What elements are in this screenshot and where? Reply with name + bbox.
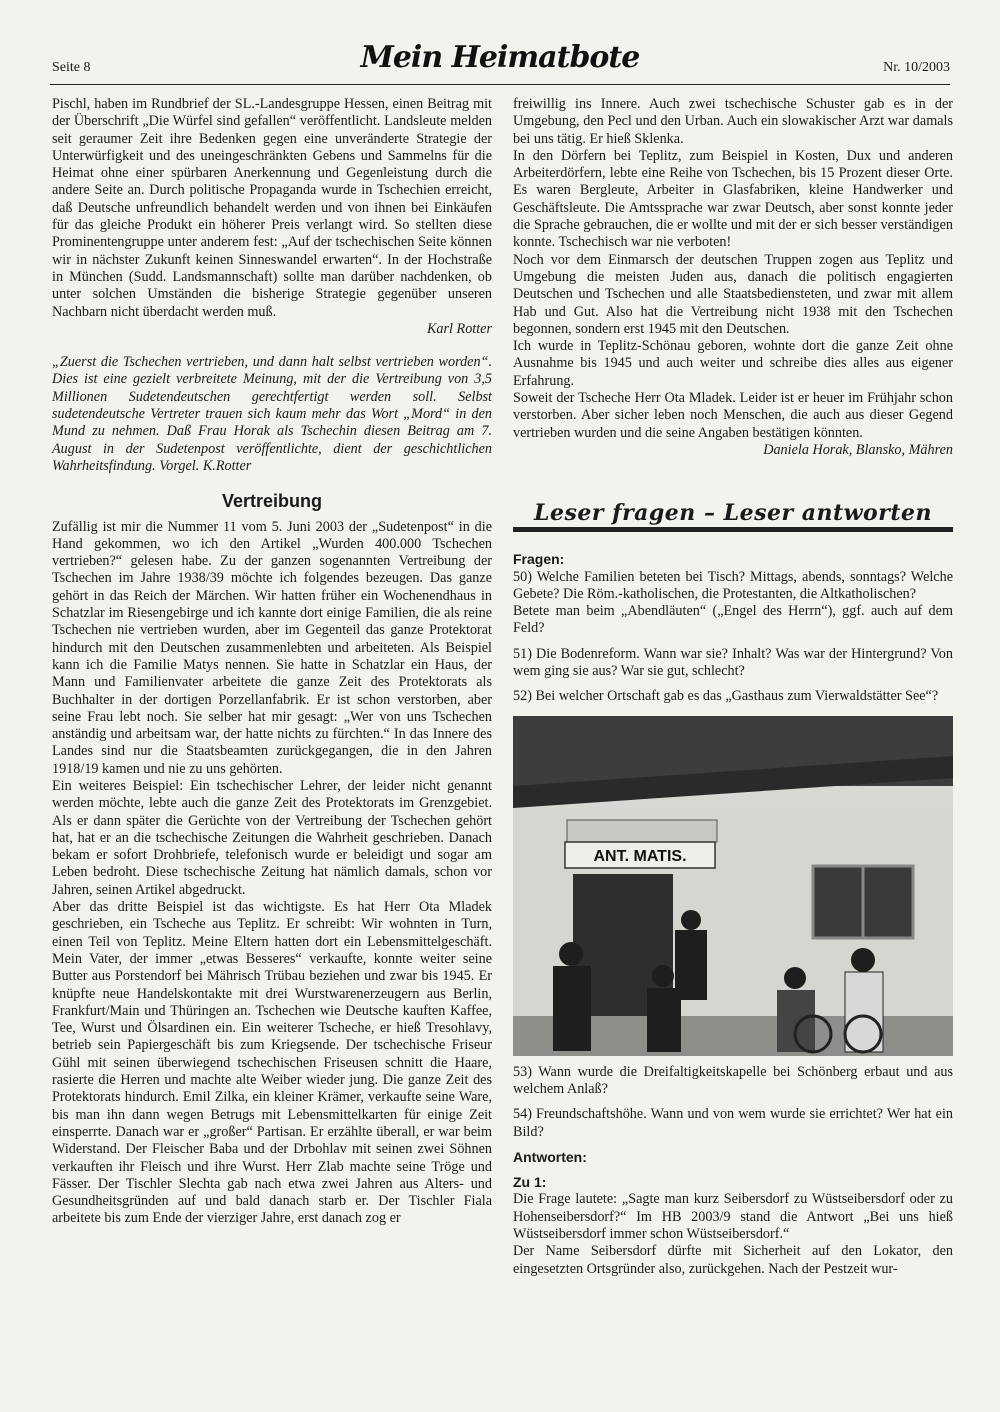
question-53: 53) Wann wurde die Dreifaltigkeitskapelle bei Schönberg erbaut und aus welchem Anlaß?: [513, 1063, 953, 1097]
header-rule: [50, 84, 950, 85]
editor-note: „Zuerst die Tschechen vertrieben, und dann halt selbst vertrieben worden“. Dies ist eine gezielt verbreitete Meinung, mit der die Vertreibung von 3,5 Millionen Sudetendeutschen gerechtfertigt werden soll. Selbst sudetendeutsche Vertreter trauen sich kaum mehr das Wort „Mord“ in den Mund zu nehmen. Daß Frau Horak als Tschechin diesen Beitrag am 7. August in der Sudetenpost veröffentlichte, dient der geschichtlichen Wahrheitsfindung. Vorgel. K.Rotter: [52, 354, 492, 474]
reader-questions-banner: [513, 500, 953, 539]
answer-1-continued: Der Name Seibersdorf dürfte mit Sicherheit auf den Lokator, den eingesetzten Ortsgründer also, zurückgehen. Nach der Pestzeit wur-: [513, 1243, 953, 1277]
answers-label: Antworten:: [513, 1148, 587, 1165]
issue-number: Nr. 10/2003: [883, 60, 950, 75]
author-signature: Daniela Horak, Blansko, Mähren: [763, 441, 953, 458]
right-column: [513, 96, 953, 1278]
left-column: [52, 96, 492, 1228]
page-header: [50, 40, 950, 80]
article-paragraph: Pischl, haben im Rundbrief der SL.-Landesgruppe Hessen, einen Beitrag mit der Überschrift „Die Würfel sind gefallen“ veröffentlicht. Landsleute melden seit geraumer Zeit ihre Bedenken gegen eine unveränderte Strategie der Unterwürfigkeit und des uneingeschränkten Gebens und Sammelns für die Heimat ohne einer spürbaren Anerkennung und Gegenleistung durch die andere Seite an. Durch politische Propaganda wurde in Tschechien erreicht, daß Deutsche unfreundlich behandelt werden und von ihnen bei Einkäufen für das gleiche Produkt ein höherer Preis verlangt wird. So stellten diese Prominentengruppe unter anderem fest: „Auf der tschechischen Seite können wir in nächster Zukunft keinen Sinneswandel erwarten“. In der Hochstraße in München (Sudd. Landsmannschaft) sollte man darüber nachdenken, ob unter solchen Umständen die bisherige Strategie gegenüber unseren Nachbarn nicht überdacht werden muß.: [52, 96, 492, 320]
question-50: 50) Welche Familien beteten bei Tisch? Mittags, abends, sonntags? Welche Gebete? Die Röm.-katholischen, die Protestanten, die Altkatholischen?: [513, 568, 953, 602]
question-52: 52) Bei welcher Ortschaft gab es das „Gasthaus zum Vierwaldstätter See“?: [513, 688, 939, 705]
banner-bar: [513, 527, 953, 532]
article-paragraph: Noch vor dem Einmarsch der deutschen Truppen zogen aus Teplitz und Umgebung die meisten Juden aus, danach die politisch engagierten Deutschen und Tschechen und alle Staatsbediensteten, und zwar mit allem Hab und Gut. Also hat die Vertreibung nicht 1938 mit den Tschechen begonnen, sondern erst 1945 mit den Deutschen.: [513, 251, 953, 337]
banner-title: Leser fragen – Leser antworten: [524, 500, 942, 526]
answer-1-text: Die Frage lautete: „Sagte man kurz Seibersdorf zu Wüstseibersdorf oder zu Hohenseibersdorf?“ Im HB 2003/9 stand die Antwort „Bei uns hieß Wüstseibersdorf immer schon Wüstseibersdorf.“: [513, 1191, 953, 1242]
article-paragraph: Zufällig ist mir die Nummer 11 vom 5. Juni 2003 der „Sudetenpost“ in die Hand gekommen, wo ich den Artikel „Wurden 400.000 Tschechen vertrieben?“ gelesen habe. Zu der ganzen sogenannten Vertreibung der Tschechen im Jahre 1938/39 möchte ich folgendes bezeugen. Das ganze gehört in das Reich der Märchen. Wir hatten früher ein Wochenendhaus in Schatzlar im Riesengebirge und ich kannte dort einige Familien, die als reine Tschechen nie vertrieben wurden, aber im Gegenteil das ganze Protektorat hindurch mit den Deutschen zusammenlebten und arbeiteten. Als Beispiel kann ich die Familie Matys nennen. Sie hatte in Schatzlar ein Haus, der Mann und Familienvater arbeitete die ganze Zeit des Protektorats als Buchhalter in der dortigen Porzellanfabrik. Er ist schon verstorben, aber seine Frau lebt noch. Sie selber hat mir gesagt: „Wer von uns Tschechen anständig und arbeitsam war, der hatte nichts zu fürchten.“ In das Innere des Landes sind nur die Staatsbeamten zurückgegangen, die in den Jahren 1918/19 kamen und nie zu uns gehörten.: [52, 518, 492, 777]
article-paragraph: freiwillig ins Innere. Auch zwei tschechische Schuster gab es in der Umgebung, den Pecl und den Urban. Auch ein slowakischer Arzt war damals bei uns tätig. Er hieß Sklenka.: [513, 96, 953, 147]
article-paragraph: Ein weiteres Beispiel: Ein tschechischer Lehrer, der leider nicht genannt werden möchte, lebte auch die ganze Zeit des Protektorats im Grenzgebiet. Als er dann später die Gerüchte von der Vertreibung der Tschechen gehört hat, hat er an die tschechische Zeitungen die Wahrheit geschrieben. Danach bekam er sofort Drohbriefe, telefonisch wurde er beleidigt und sogar am Leben bedroht. Diese tschechische Zeitung hat nämlich damals, schon vor Jahren, seinen Artikel abgedruckt.: [52, 777, 492, 898]
question-54: 54) Freundschaftshöhe. Wann und von wem wurde sie errichtet? Wer hat ein Bild?: [513, 1106, 953, 1140]
article-paragraph: In den Dörfern bei Teplitz, zum Beispiel in Kosten, Dux und anderen Arbeiterdörfern, lebte eine Reihe von Tschechen, bis 15 Prozent dieser Orte. Es waren Bergleute, Arbeiter in Glasfabriken, kleine Handwerker und Geschäftsleute. Die Amtssprache war zwar Deutsch, aber sonst konnte jeder die Sprache gebrauchen, die er wollte und mit der er sich besser verständigen konnte. Tschechisch war nie verboten!: [513, 147, 953, 251]
inn-sign-text: ANT. MATIS.: [593, 847, 687, 865]
answer-1-label: Zu 1:: [513, 1174, 547, 1191]
article-paragraph: Soweit der Tscheche Herr Ota Mladek. Leider ist er heuer im Frühjahr schon verstorben. Aber sicher leben noch Menschen, die auch aus dieser Gegend vertrieben wurden und die seine Angaben bestätigen könnten.: [513, 390, 953, 441]
article-paragraph: Aber das dritte Beispiel ist das wichtigste. Es hat Herr Ota Mladek geschrieben, ein Tscheche aus Teplitz. Er schreibt: Wir wohnten in Turn, einen Teil von Teplitz. Meine Eltern hatten dort ein Lebensmittelgeschäft. Mein Vater, der immer „etwas Besseres“ verkaufte, konnte weiter seine Butter aus Porstendorf bei Mährisch Trübau beziehen und zwar bis 1945. Er knüpfte neue Handelskontakte mit drei Wurstwarenerzeugern aus Berlin, Frankfurt/Main und Thüringen an. Tschechen wie Deutsche kauften Kaffee, Tee, Wurst und Ölsardinen ein. Ein weiterer Tscheche, er hieß Tresohlavy, betrieb sein Papiergeschäft bis zum Kriegsende. Der tschechische Friseur Gühl mit seinen überwiegend tschechischen Friseusen schnitt die Haare, rasierte die Herren und machte alte Weiber wieder jung. Die ganze Zeit des Protektorats hindurch. Emil Zilka, ein kleiner Krämer, verkaufte seine Ware, bis man ihn dann wegen Betrugs mit Lebensmittelkarten für einige Zeit einsperrte. Danach war er „großer“ Partisan. Er erzählte überall, er war beim Widerstand. Der Fleischer Baba und der Drbohlav mit seinen zwei Söhnen verkauften ihr Fleisch und ihre Wurst. Herr Zlab machte seine Tröge und Fässer. Der Tischler Slechta gab nach etwa zwei Jahren aus Alters- und Gesundheitsgründen auf und bald danach starb er. Der Tischler Fiala arbeitete bis zum Ende der vierziger Jahre, erst danach zog er: [52, 899, 492, 1227]
questions-label: Fragen:: [513, 551, 565, 568]
question-50-followup: Betete man beim „Abendläuten“ („Engel des Herrn“), ggf. auch auf dem Feld?: [513, 603, 953, 637]
article-paragraph: Ich wurde in Teplitz-Schönau geboren, wohnte dort die ganze Zeit ohne Ausnahme bis 1945 und auch weiter und schreibe dies alles aus eigener Erfahrung.: [513, 338, 953, 389]
historic-photo: [513, 716, 953, 1056]
page-number: Seite 8: [52, 60, 91, 75]
inn-photo-drawing: [513, 716, 953, 1056]
author-signature: Karl Rotter: [426, 320, 492, 337]
section-heading: Vertreibung: [221, 491, 323, 512]
question-51: 51) Die Bodenreform. Wann war sie? Inhalt? Was war der Hintergrund? Von wem ging sie aus? War sie gut, schlecht?: [513, 645, 953, 680]
newspaper-title: Mein Heimatbote: [360, 40, 640, 75]
